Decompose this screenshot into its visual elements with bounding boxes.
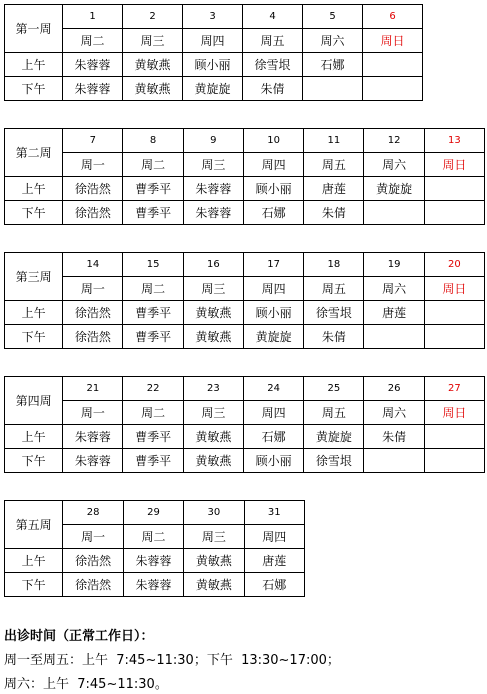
week-label: 第一周: [5, 5, 63, 53]
doctor-cell: 顾小丽: [183, 53, 243, 77]
weekday-name: 周六: [303, 29, 363, 53]
weekday-name: 周二: [123, 401, 183, 425]
doctor-cell: 朱蓉蓉: [63, 449, 123, 473]
week-1-table: [4, 4, 423, 101]
weekday-name: 周一: [63, 401, 123, 425]
doctor-cell: 曹季平: [123, 201, 183, 225]
day-number: 16: [183, 253, 243, 277]
day-number: 11: [304, 129, 364, 153]
day-number: 15: [123, 253, 183, 277]
day-number: 17: [243, 253, 303, 277]
afternoon-row: [5, 201, 485, 225]
doctor-cell: 黄旋旋: [364, 177, 424, 201]
weekday-name: 周六: [364, 401, 424, 425]
morning-row: [5, 549, 305, 573]
day-number: 10: [243, 129, 303, 153]
day-number: 13: [424, 129, 484, 153]
day-number: 2: [123, 5, 183, 29]
afternoon-row: [5, 77, 423, 101]
day-number: 8: [123, 129, 183, 153]
clinic-hours-weekday: 周一至周五：上午 7:45~11:30；下午 13:30~17:00；: [4, 653, 340, 668]
day-number: 29: [123, 501, 183, 525]
doctor-cell: 黄敏燕: [183, 301, 243, 325]
doctor-cell: [363, 77, 423, 101]
doctor-cell: 黄旋旋: [304, 425, 364, 449]
clinic-hours-title: 出诊时间（正常工作日）：: [4, 629, 154, 644]
doctor-cell: [364, 449, 424, 473]
week-label: 第二周: [5, 129, 63, 177]
morning-row: [5, 425, 485, 449]
week-label: 第三周: [5, 253, 63, 301]
doctor-cell: 徐雪垠: [304, 301, 364, 325]
date-row: [5, 129, 485, 153]
weekday-name: 周三: [183, 277, 243, 301]
doctor-cell: 唐莲: [244, 549, 304, 573]
morning-row: [5, 301, 485, 325]
doctor-cell: 石娜: [244, 573, 304, 597]
doctor-cell: 黄敏燕: [123, 53, 183, 77]
weekday-name: 周五: [304, 401, 364, 425]
doctor-cell: 曹季平: [123, 449, 183, 473]
morning-label: 上午: [5, 549, 63, 573]
doctor-cell: 曹季平: [123, 425, 183, 449]
doctor-cell: 黄旋旋: [243, 325, 303, 349]
day-number: 4: [243, 5, 303, 29]
day-number: 22: [123, 377, 183, 401]
doctor-cell: 黄敏燕: [183, 325, 243, 349]
week-label: 第四周: [5, 377, 63, 425]
weekday-row: [5, 401, 485, 425]
day-number: 31: [244, 501, 304, 525]
doctor-cell: 黄敏燕: [184, 549, 244, 573]
weekday-name: 周一: [63, 277, 123, 301]
weekday-name: 周四: [243, 277, 303, 301]
weekday-name: 周二: [63, 29, 123, 53]
afternoon-label: 下午: [5, 325, 63, 349]
day-number: 1: [63, 5, 123, 29]
day-number: 3: [183, 5, 243, 29]
day-number: 12: [364, 129, 424, 153]
clinic-hours-saturday: 周六：上午 7:45~11:30。: [4, 677, 168, 692]
doctor-cell: 徐雪垠: [243, 53, 303, 77]
weekday-name: 周四: [243, 401, 303, 425]
doctor-cell: [364, 325, 424, 349]
doctor-cell: 徐浩然: [63, 177, 123, 201]
doctor-cell: 黄敏燕: [183, 425, 243, 449]
date-row: [5, 501, 305, 525]
weekday-name: 周五: [304, 153, 364, 177]
doctor-cell: 曹季平: [123, 325, 183, 349]
week-label: 第五周: [5, 501, 63, 549]
morning-label: 上午: [5, 177, 63, 201]
day-number: 30: [184, 501, 244, 525]
doctor-cell: 朱蓉蓉: [183, 177, 243, 201]
doctor-cell: 黄敏燕: [184, 573, 244, 597]
weekday-name: 周五: [243, 29, 303, 53]
doctor-cell: 曹季平: [123, 301, 183, 325]
doctor-cell: 朱倩: [243, 77, 303, 101]
morning-row: [5, 53, 423, 77]
weekday-name: 周三: [183, 153, 243, 177]
doctor-cell: [303, 77, 363, 101]
date-row: [5, 377, 485, 401]
date-row: [5, 5, 423, 29]
week-2-table: [4, 128, 485, 225]
doctor-cell: 朱蓉蓉: [63, 425, 123, 449]
date-row: [5, 253, 485, 277]
day-number: 24: [243, 377, 303, 401]
doctor-cell: 唐莲: [304, 177, 364, 201]
weekday-name: 周三: [123, 29, 183, 53]
doctor-cell: 徐浩然: [63, 573, 123, 597]
doctor-cell: 朱倩: [364, 425, 424, 449]
doctor-cell: [424, 201, 484, 225]
morning-label: 上午: [5, 425, 63, 449]
day-number: 25: [304, 377, 364, 401]
day-number: 28: [63, 501, 123, 525]
weekday-name: 周五: [304, 277, 364, 301]
day-number: 27: [424, 377, 484, 401]
doctor-cell: 朱蓉蓉: [183, 201, 243, 225]
afternoon-label: 下午: [5, 573, 63, 597]
weekday-name: 周二: [123, 525, 183, 549]
doctor-cell: 朱蓉蓉: [63, 53, 123, 77]
week-3-table: [4, 252, 485, 349]
doctor-cell: 徐浩然: [63, 301, 123, 325]
day-number: 20: [424, 253, 484, 277]
doctor-cell: [363, 53, 423, 77]
doctor-cell: 朱蓉蓉: [63, 77, 123, 101]
doctor-cell: 石娜: [243, 425, 303, 449]
day-number: 21: [63, 377, 123, 401]
weekday-name: 周六: [364, 277, 424, 301]
afternoon-label: 下午: [5, 77, 63, 101]
weekday-name: 周二: [123, 153, 183, 177]
morning-row: [5, 177, 485, 201]
day-number: 5: [303, 5, 363, 29]
doctor-cell: 徐浩然: [63, 325, 123, 349]
doctor-cell: [424, 425, 484, 449]
weekday-name: 周二: [123, 277, 183, 301]
weekday-name: 周三: [184, 525, 244, 549]
doctor-cell: 徐雪垠: [304, 449, 364, 473]
day-number: 6: [363, 5, 423, 29]
weekday-name: 周一: [63, 525, 123, 549]
day-number: 19: [364, 253, 424, 277]
doctor-cell: 顾小丽: [243, 449, 303, 473]
doctor-cell: 曹季平: [123, 177, 183, 201]
weekday-name: 周三: [183, 401, 243, 425]
doctor-cell: [364, 201, 424, 225]
doctor-cell: 朱蓉蓉: [123, 549, 183, 573]
doctor-cell: 徐浩然: [63, 549, 123, 573]
doctor-cell: 黄敏燕: [183, 449, 243, 473]
weekday-name: 周四: [243, 153, 303, 177]
doctor-cell: 顾小丽: [243, 301, 303, 325]
week-5-table: [4, 500, 305, 597]
day-number: 23: [183, 377, 243, 401]
doctor-cell: [424, 301, 484, 325]
weekday-name: 周日: [424, 153, 484, 177]
afternoon-row: [5, 325, 485, 349]
afternoon-row: [5, 573, 305, 597]
weekday-name: 周日: [424, 277, 484, 301]
afternoon-row: [5, 449, 485, 473]
day-number: 26: [364, 377, 424, 401]
weekday-name: 周一: [63, 153, 123, 177]
doctor-cell: 黄旋旋: [183, 77, 243, 101]
day-number: 9: [183, 129, 243, 153]
doctor-cell: 朱倩: [304, 325, 364, 349]
doctor-cell: [424, 177, 484, 201]
doctor-cell: 唐莲: [364, 301, 424, 325]
doctor-cell: [424, 325, 484, 349]
day-number: 18: [304, 253, 364, 277]
weekday-name: 周日: [424, 401, 484, 425]
afternoon-label: 下午: [5, 201, 63, 225]
doctor-cell: 朱倩: [304, 201, 364, 225]
doctor-cell: 徐浩然: [63, 201, 123, 225]
weekday-row: [5, 277, 485, 301]
afternoon-label: 下午: [5, 449, 63, 473]
doctor-cell: 黄敏燕: [123, 77, 183, 101]
day-number: 7: [63, 129, 123, 153]
weekday-row: [5, 153, 485, 177]
doctor-cell: 朱蓉蓉: [123, 573, 183, 597]
doctor-cell: 石娜: [303, 53, 363, 77]
weekday-name: 周六: [364, 153, 424, 177]
weekday-name: 周四: [244, 525, 304, 549]
day-number: 14: [63, 253, 123, 277]
weekday-row: [5, 29, 423, 53]
week-4-table: [4, 376, 485, 473]
morning-label: 上午: [5, 301, 63, 325]
weekday-name: 周日: [363, 29, 423, 53]
doctor-cell: 石娜: [243, 201, 303, 225]
doctor-cell: 顾小丽: [243, 177, 303, 201]
weekday-name: 周四: [183, 29, 243, 53]
morning-label: 上午: [5, 53, 63, 77]
doctor-cell: [424, 449, 484, 473]
